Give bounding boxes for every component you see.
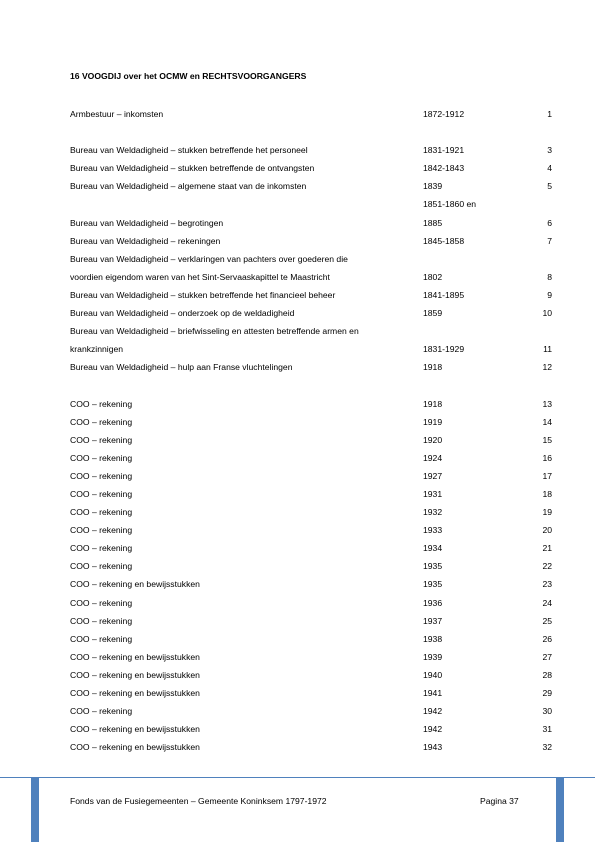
inventory-row	[70, 723, 552, 741]
entry-description: COO – rekening	[70, 706, 133, 717]
inventory-row	[70, 144, 552, 162]
inventory-row	[70, 325, 552, 343]
entry-description: COO – rekening	[70, 507, 133, 518]
entry-number: 9	[547, 289, 552, 300]
entry-number: 5	[547, 181, 552, 192]
entry-date: 1936	[423, 597, 443, 608]
entry-date: 1932	[423, 507, 443, 518]
entry-date: 1939	[423, 651, 443, 662]
entry-number: 12	[542, 362, 552, 373]
entry-number: 8	[547, 271, 552, 282]
entry-description: krankzinnigen	[70, 344, 124, 355]
inventory-list	[70, 108, 552, 759]
entry-date: 1918	[423, 362, 443, 373]
entry-description: Bureau van Weldadigheid – onderzoek op de weldadigheid	[70, 308, 295, 319]
entry-number: 15	[542, 434, 552, 445]
footer-title: Fonds van de Fusiegemeenten – Gemeente Koninksem 1797-1972	[70, 796, 327, 806]
entry-description: COO – rekening	[70, 615, 133, 626]
entry-description: Bureau van Weldadigheid – stukken betreffende de ontvangsten	[70, 163, 315, 174]
inventory-row	[70, 506, 552, 524]
entry-description: Bureau van Weldadigheid – rekeningen	[70, 235, 221, 246]
inventory-row	[70, 488, 552, 506]
entry-description: COO – rekening	[70, 525, 133, 536]
inventory-row	[70, 289, 552, 307]
entry-date: 1931	[423, 488, 443, 499]
spacer-row	[70, 126, 552, 144]
entry-number: 26	[542, 633, 552, 644]
entry-number: 28	[542, 669, 552, 680]
inventory-row	[70, 669, 552, 687]
entry-description: COO – rekening	[70, 416, 133, 427]
entry-description: COO – rekening en bewijsstukken	[70, 669, 200, 680]
inventory-row	[70, 307, 552, 325]
entry-date: 1942	[423, 724, 443, 735]
inventory-row	[70, 434, 552, 452]
entry-number: 22	[542, 561, 552, 572]
inventory-row	[70, 217, 552, 235]
entry-date: 1927	[423, 470, 443, 481]
inventory-row	[70, 180, 552, 198]
inventory-row	[70, 452, 552, 470]
entry-description: COO – rekening	[70, 452, 133, 463]
entry-description: Bureau van Weldadigheid – algemene staat van de inkomsten	[70, 181, 307, 192]
entry-number: 18	[542, 488, 552, 499]
inventory-row	[70, 361, 552, 379]
inventory-row	[70, 108, 552, 126]
entry-date: 1943	[423, 742, 443, 753]
entry-number: 10	[542, 308, 552, 319]
entry-date: 1842-1843	[423, 163, 465, 174]
entry-date: 1937	[423, 615, 443, 626]
entry-description: Bureau van Weldadigheid – stukken betreffende het personeel	[70, 145, 308, 156]
entry-description: COO – rekening en bewijsstukken	[70, 688, 200, 698]
entry-number: 11	[543, 344, 552, 355]
entry-number: 25	[542, 615, 552, 626]
entry-description: COO – rekening	[70, 488, 133, 499]
entry-description: COO – rekening	[70, 597, 133, 608]
entry-description: COO – rekening en bewijsstukken	[70, 724, 200, 735]
inventory-row	[70, 633, 552, 651]
footer-accent-right	[556, 778, 564, 842]
entry-number: 19	[542, 507, 552, 518]
entry-number: 7	[547, 235, 552, 246]
entry-date: 1872-1912	[423, 109, 465, 119]
inventory-row	[70, 470, 552, 488]
footer-accent-left	[31, 778, 39, 842]
entry-date: 1839	[423, 181, 443, 192]
entry-date: 1924	[423, 452, 443, 463]
footer-divider	[0, 777, 595, 778]
entry-date: 1885	[423, 217, 443, 228]
inventory-row	[70, 198, 552, 216]
entry-number: 29	[542, 688, 552, 698]
spacer-row	[70, 379, 552, 397]
entry-date: 1919	[423, 416, 443, 427]
entry-description: COO – rekening	[70, 561, 133, 572]
entry-description: Bureau van Weldadigheid – hulp aan Franse vluchtelingen	[70, 362, 293, 373]
entry-number: 3	[547, 145, 552, 156]
section-heading: 16 VOOGDIJ over het OCMW en RECHTSVOORGANGERS	[70, 71, 307, 81]
entry-date: 1845-1858	[423, 235, 465, 246]
inventory-row	[70, 271, 552, 289]
entry-number: 24	[542, 597, 552, 608]
entry-date: 1920	[423, 434, 443, 445]
inventory-row	[70, 416, 552, 434]
inventory-row	[70, 687, 552, 705]
entry-description: COO – rekening en bewijsstukken	[70, 742, 200, 753]
entry-number: 30	[542, 706, 552, 717]
entry-date: 1941	[423, 688, 443, 698]
entry-number: 27	[542, 651, 552, 662]
entry-date: 1859	[423, 308, 443, 319]
entry-number: 13	[542, 398, 552, 409]
entry-description: Armbestuur – inkomsten	[70, 109, 164, 119]
inventory-row	[70, 578, 552, 596]
inventory-row	[70, 542, 552, 560]
entry-description: COO – rekening en bewijsstukken	[70, 579, 200, 590]
entry-description: Bureau van Weldadigheid – begrotingen	[70, 217, 224, 228]
entry-number: 31	[542, 724, 552, 735]
entry-description: voordien eigendom waren van het Sint-Servaaskapittel te Maastricht	[70, 271, 330, 282]
entry-number: 6	[547, 217, 552, 228]
entry-description: COO – rekening en bewijsstukken	[70, 651, 200, 662]
entry-number: 23	[542, 579, 552, 590]
entry-date: 1942	[423, 706, 443, 717]
entry-date: 1851-1860 en	[423, 199, 477, 210]
entry-description: COO – rekening	[70, 434, 133, 445]
entry-number: 17	[542, 470, 552, 481]
entry-number: 1	[547, 109, 552, 119]
entry-number: 4	[547, 163, 552, 174]
entry-date: 1831-1929	[423, 344, 465, 355]
entry-description: COO – rekening	[70, 470, 133, 481]
inventory-row	[70, 615, 552, 633]
inventory-row	[70, 398, 552, 416]
page-number: Pagina 37	[480, 796, 519, 806]
entry-date: 1935	[423, 561, 443, 572]
inventory-row	[70, 253, 552, 271]
entry-number: 16	[542, 452, 552, 463]
entry-date: 1940	[423, 669, 443, 680]
entry-description: Bureau van Weldadigheid – briefwisseling en attesten betreffende armen en	[70, 326, 359, 337]
entry-description: Bureau van Weldadigheid – stukken betreffende het financieel beheer	[70, 289, 336, 300]
entry-number: 32	[542, 742, 552, 753]
inventory-row	[70, 597, 552, 615]
inventory-row	[70, 705, 552, 723]
entry-date: 1935	[423, 579, 443, 590]
entry-number: 14	[542, 416, 552, 427]
entry-date: 1934	[423, 543, 443, 554]
inventory-row	[70, 651, 552, 669]
entry-description: COO – rekening	[70, 398, 133, 409]
inventory-row	[70, 235, 552, 253]
inventory-row	[70, 343, 552, 361]
entry-description: COO – rekening	[70, 543, 133, 554]
entry-date: 1802	[423, 271, 443, 282]
entry-description: COO – rekening	[70, 633, 133, 644]
entry-date: 1918	[423, 398, 443, 409]
entry-date: 1933	[423, 525, 443, 536]
inventory-row	[70, 524, 552, 542]
inventory-row	[70, 162, 552, 180]
entry-description: Bureau van Weldadigheid – verklaringen van pachters over goederen die	[70, 253, 348, 264]
entry-number: 20	[542, 525, 552, 536]
entry-date: 1938	[423, 633, 443, 644]
entry-date: 1831-1921	[423, 145, 465, 156]
inventory-row	[70, 741, 552, 759]
entry-date: 1841-1895	[423, 289, 465, 300]
entry-number: 21	[542, 543, 552, 554]
inventory-row	[70, 560, 552, 578]
